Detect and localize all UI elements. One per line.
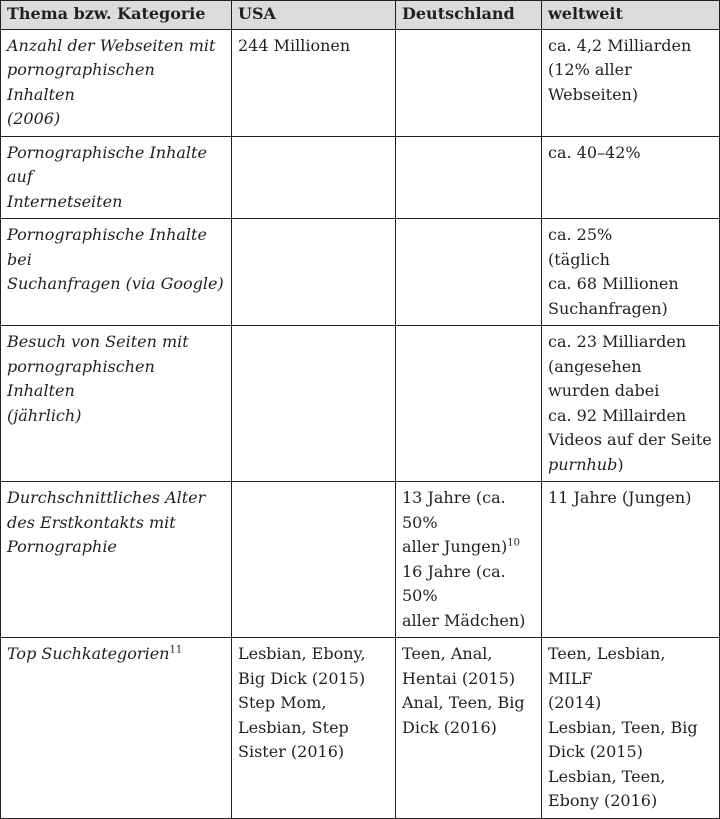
- cell-germany: [396, 219, 542, 326]
- cell-line: Pornographische Inhalte auf: [7, 142, 207, 186]
- cell-worldwide: [542, 326, 720, 482]
- cell-line: Pornographische Inhalte bei: [7, 225, 207, 269]
- header-row: [1, 1, 720, 30]
- cell-line: Teen, Anal,: [402, 644, 493, 663]
- table-row: [1, 482, 720, 638]
- cell-line: 244 Millionen: [238, 35, 351, 55]
- cell-line: Besuch von Seiten mit: [7, 332, 189, 351]
- table-body: [1, 29, 720, 818]
- cell-line: ca. 92 Millairden: [548, 405, 687, 425]
- cell-line: Hentai (2015): [402, 668, 516, 688]
- cell-usa: [232, 326, 396, 482]
- cell-line: Sister (2016): [238, 742, 345, 761]
- cell-line: Lesbian, Teen,: [548, 766, 666, 786]
- cell-worldwide: [542, 219, 720, 326]
- cell-line: Dick (2016): [402, 717, 497, 737]
- cell-category: [1, 326, 232, 482]
- cell-line: Anal, Teen, Big: [402, 693, 525, 712]
- cell-line: 16 Jahre (ca. 50%: [402, 561, 506, 605]
- cell-line: aller Mädchen): [402, 610, 526, 630]
- site-name: purnhub: [548, 454, 618, 474]
- cell-text: aller Jungen): [402, 537, 508, 556]
- cell-line: [548, 453, 713, 478]
- cell-line: Teen, Lesbian, MILF: [548, 644, 666, 688]
- cell-line: (angesehen: [548, 356, 642, 376]
- cell-line: (jährlich): [7, 405, 82, 425]
- table-row: [1, 29, 720, 136]
- cell-line: (12% aller: [548, 60, 632, 79]
- cell-line: 11 Jahre (Jungen): [548, 488, 692, 507]
- cell-line: Lesbian, Teen, Big: [548, 717, 698, 737]
- cell-line: Suchanfragen): [548, 298, 668, 318]
- cell-line: (täglich: [548, 249, 610, 269]
- table-row: [1, 136, 720, 219]
- cell-line: Dick (2015): [548, 742, 643, 761]
- cell-line: Anzahl der Webseiten mit: [7, 35, 216, 55]
- footnote-ref: 11: [169, 644, 183, 656]
- cell-line: ca. 68 Millionen: [548, 274, 679, 293]
- cell-usa: [232, 219, 396, 326]
- cell-worldwide: [542, 136, 720, 219]
- cell-line: (2014): [548, 693, 602, 712]
- cell-line: Lesbian, Step: [238, 717, 349, 737]
- cell-line: ca. 4,2 Milliarden: [548, 35, 692, 55]
- cell-line: pornographischen Inhalten: [7, 356, 155, 400]
- cell-line: ca. 40–42%: [548, 142, 641, 162]
- cell-line: Ebony (2016): [548, 791, 658, 810]
- cell-germany: [396, 29, 542, 136]
- cell-category: [1, 136, 232, 219]
- cell-usa: [232, 136, 396, 219]
- cell-line: [7, 642, 225, 667]
- cell-germany: [396, 136, 542, 219]
- header-category: Thema bzw. Kategorie: [1, 1, 232, 30]
- cell-germany: [396, 326, 542, 482]
- cell-line: [402, 535, 535, 560]
- cell-usa: [232, 482, 396, 638]
- cell-line: (2006): [7, 109, 61, 128]
- cell-line: ca. 23 Milliarden: [548, 332, 687, 351]
- header-worldwide: weltweit: [542, 1, 720, 30]
- table-header: [1, 1, 720, 30]
- cell-worldwide: [542, 482, 720, 638]
- cell-category: [1, 482, 232, 638]
- cell-line: Pornographie: [7, 537, 117, 556]
- closing-paren: ): [617, 454, 624, 474]
- header-usa: USA: [232, 1, 396, 30]
- cell-usa: [232, 29, 396, 136]
- cell-line: des Erstkontakts mit: [7, 512, 176, 532]
- cell-worldwide: [542, 29, 720, 136]
- cell-line: 13 Jahre (ca. 50%: [402, 488, 506, 532]
- table-row: [1, 219, 720, 326]
- cell-line: pornographischen Inhalten: [7, 60, 155, 104]
- cell-germany: [396, 482, 542, 638]
- cell-line: Step Mom,: [238, 693, 327, 712]
- cell-text: Top Suchkategorien: [7, 644, 170, 663]
- cell-category: [1, 29, 232, 136]
- cell-line: Suchanfragen (via Google): [7, 274, 224, 293]
- cell-line: Durchschnittliches Alter: [7, 488, 206, 507]
- cell-line: ca. 25%: [548, 225, 613, 244]
- table-row: [1, 326, 720, 482]
- cell-category: [1, 219, 232, 326]
- cell-line: Webseiten): [548, 84, 639, 104]
- cell-line: Internetseiten: [7, 191, 123, 211]
- cell-line: Lesbian, Ebony,: [238, 644, 366, 663]
- header-germany: Deutschland: [396, 1, 542, 30]
- cell-line: Videos auf der Seite: [548, 430, 712, 449]
- footnote-ref: 10: [507, 537, 520, 549]
- cell-line: wurden dabei: [548, 381, 660, 400]
- cell-line: Big Dick (2015): [238, 668, 366, 688]
